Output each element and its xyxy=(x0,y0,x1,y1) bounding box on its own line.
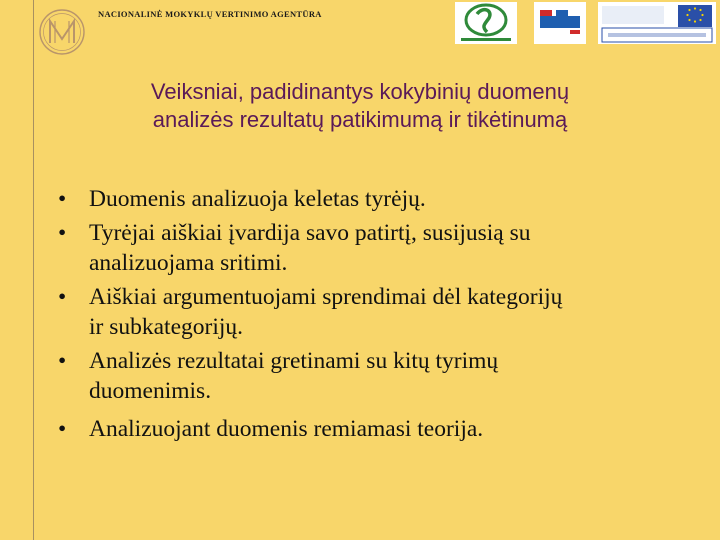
mtp-icon xyxy=(534,2,586,44)
slide-title-line1: Veiksniai, padidinantys kokybinių duomenų xyxy=(150,79,570,104)
bullet-text-line1: Aiškiai argumentuojami sprendimai dėl kategorijų xyxy=(89,284,563,310)
left-border-line xyxy=(33,0,34,540)
socialinis-fondas-icon xyxy=(455,2,517,44)
bullet-text-line2: analizuojama sritimi. xyxy=(89,250,288,276)
bullet-text-line1: Tyrėjai aiškiai įvardija savo patirtį, susijusią su xyxy=(89,220,531,246)
bullet-item xyxy=(58,282,708,342)
slide-title xyxy=(40,78,680,134)
bullet-text-line1: Analizuojant duomenis remiamasi teorija. xyxy=(89,416,484,442)
bullet-text-line1: Duomenis analizuoja keletas tyrėjų. xyxy=(89,186,426,212)
bullet-item xyxy=(58,184,708,214)
eu-flag-icon xyxy=(598,2,716,44)
bullet-text-line2: duomenimis. xyxy=(89,378,212,404)
bullet-list xyxy=(58,184,708,448)
agency-name: NACIONALINĖ MOKYKLŲ VERTINIMO AGENTŪRA xyxy=(98,9,322,19)
bullet-item xyxy=(58,218,708,278)
agency-monogram-icon xyxy=(37,7,87,57)
socialinis-fondas-logo xyxy=(455,2,517,44)
bullet-text-line2: ir subkategorijų. xyxy=(89,314,244,340)
bullet-item xyxy=(58,346,708,406)
bullet-item xyxy=(58,414,708,444)
slide-title-line2: analizės rezultatų patikimumą ir tikėtinumą xyxy=(152,107,568,132)
header-bar xyxy=(0,0,720,58)
eu-flag-logo xyxy=(598,2,716,44)
bullet-text-line1: Analizės rezultatai gretinami su kitų tyrimų xyxy=(89,348,499,374)
mtp-logo xyxy=(534,2,586,44)
